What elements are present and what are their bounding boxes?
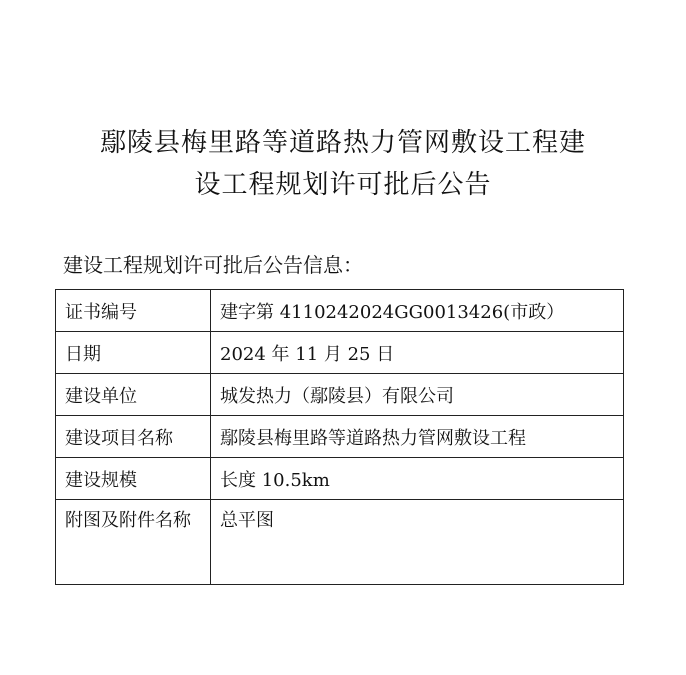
- notice-title-line-2: 设工程规划许可批后公告: [194, 170, 492, 200]
- permit-info-table: [55, 289, 624, 585]
- table-row-construction-scale: [56, 458, 624, 500]
- table-row-construction-unit: [56, 374, 624, 416]
- row-label: 建设规模: [56, 458, 211, 500]
- row-value: 总平图: [211, 500, 624, 585]
- table-row-date: [56, 332, 624, 374]
- row-label: 建设单位: [56, 374, 211, 416]
- table-row-attachments: [56, 500, 624, 585]
- table-row-project-name: [56, 416, 624, 458]
- row-label: 证书编号: [56, 290, 211, 332]
- row-value: 建字第 4110242024GG0013426(市政）: [211, 290, 624, 332]
- row-label: 附图及附件名称: [56, 500, 211, 585]
- row-value: 长度 10.5km: [211, 458, 624, 500]
- table-row-certificate-number: [56, 290, 624, 332]
- row-label: 日期: [56, 332, 211, 374]
- row-value: 2024 年 11 月 25 日: [211, 332, 624, 374]
- section-heading: 建设工程规划许可批后公告信息：: [63, 253, 363, 277]
- row-value: 城发热力（鄢陵县）有限公司: [211, 374, 624, 416]
- notice-title-line-1: 鄢陵县梅里路等道路热力管网敷设工程建: [99, 128, 586, 158]
- row-label: 建设项目名称: [56, 416, 211, 458]
- row-value: 鄢陵县梅里路等道路热力管网敷设工程: [211, 416, 624, 458]
